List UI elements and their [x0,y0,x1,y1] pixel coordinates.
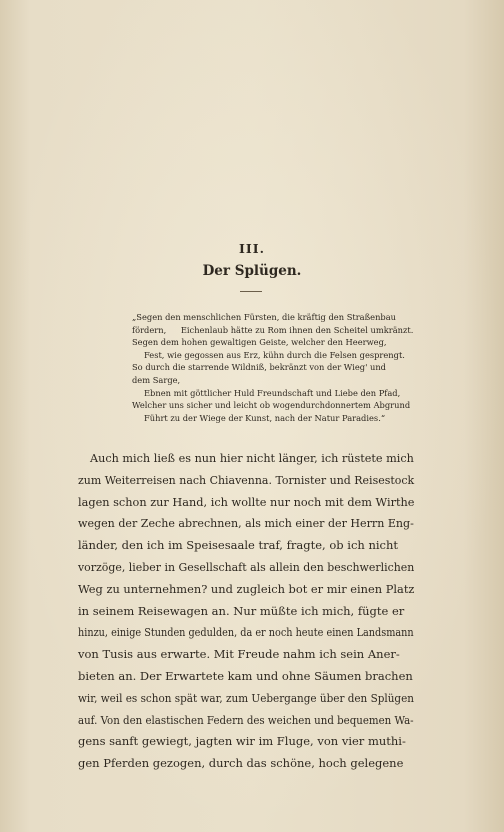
body-line: von Tusis aus erwarte. Mit Freude nahm ich sein Aner- [78,647,400,662]
chapter-number: III. [239,241,265,256]
body-line: zum Weiterreisen nach Chiavenna. Tornister und Reisestock [78,472,415,487]
epigraph-line: Segen dem hohen gewaltigen Geiste, welcher den Heerweg, [132,337,387,348]
body-line: Weg zu unternehmen? und zugleich bot er mir einen Platz [78,581,415,596]
epigraph-line: Fest, wie gegossen aus Erz, kühn durch die Felsen gesprengt. [144,349,405,360]
epigraph-line: So durch die starrende Wildniß, bekränzt von der Wieg' und [132,362,386,373]
epigraph-line: dem Sarge, [132,374,181,385]
body-line: gens sanft gewiegt, jagten wir im Fluge, von vier muthi- [78,734,406,749]
body-line: lagen schon zur Hand, ich wollte nur noch mit dem Wirthe [78,494,415,509]
epigraph-line: Welcher uns sicher und leicht ob wogendurchdonnertem Abgrund [132,400,411,411]
body-line: vorzöge, lieber in Gesellschaft als allein den beschwerlichen [78,559,415,574]
epigraph-line: fördern, [132,324,167,335]
epigraph-line: Ebnen mit göttlicher Huld Freundschaft und Liebe den [144,387,377,398]
body-line: bieten an. Der Erwartete kam und ohne Säumen brachen [78,668,413,683]
epigraph-line: Eichenlaub hätte zu Rom ihnen den Scheitel umkränzt. [180,324,414,335]
body-line: hinzu, einige Stunden gedulden, da er noch heute einen Landsmann [78,625,414,640]
body-line: wegen der Zeche abrechnen, als mich einer der Herrn Eng- [78,516,414,531]
body-text [78,448,414,775]
body-line: wir, weil es schon spät war, zum Uebergange über den Splügen [78,690,414,705]
epigraph-line: Pfad, [378,387,401,398]
epigraph-line: Führt zu der Wiege der Kunst, nach der Natur Paradies.“ [144,412,386,423]
body-line: auf. Von den elastischen Federn des weichen und bequemen Wa- [78,712,414,727]
body-line: Auch mich ließ es nun hier nicht länger, ich rüstete mich [90,451,414,465]
epigraph-poem [132,311,422,424]
body-line: in seinem Reisewagen an. Nur müßte ich mich, fügte er [78,603,405,618]
body-line: länder, den ich im Speisesaale traf, fragte, ob ich nicht [78,538,399,553]
title-divider [240,291,262,292]
epigraph-line: „Segen den menschlichen Fürsten, die kräftig den Straßenbau [132,312,397,322]
body-line: gen Pferden gezogen, durch das schöne, hoch gelegene [78,756,404,771]
chapter-title: Der Splügen. [202,263,302,279]
